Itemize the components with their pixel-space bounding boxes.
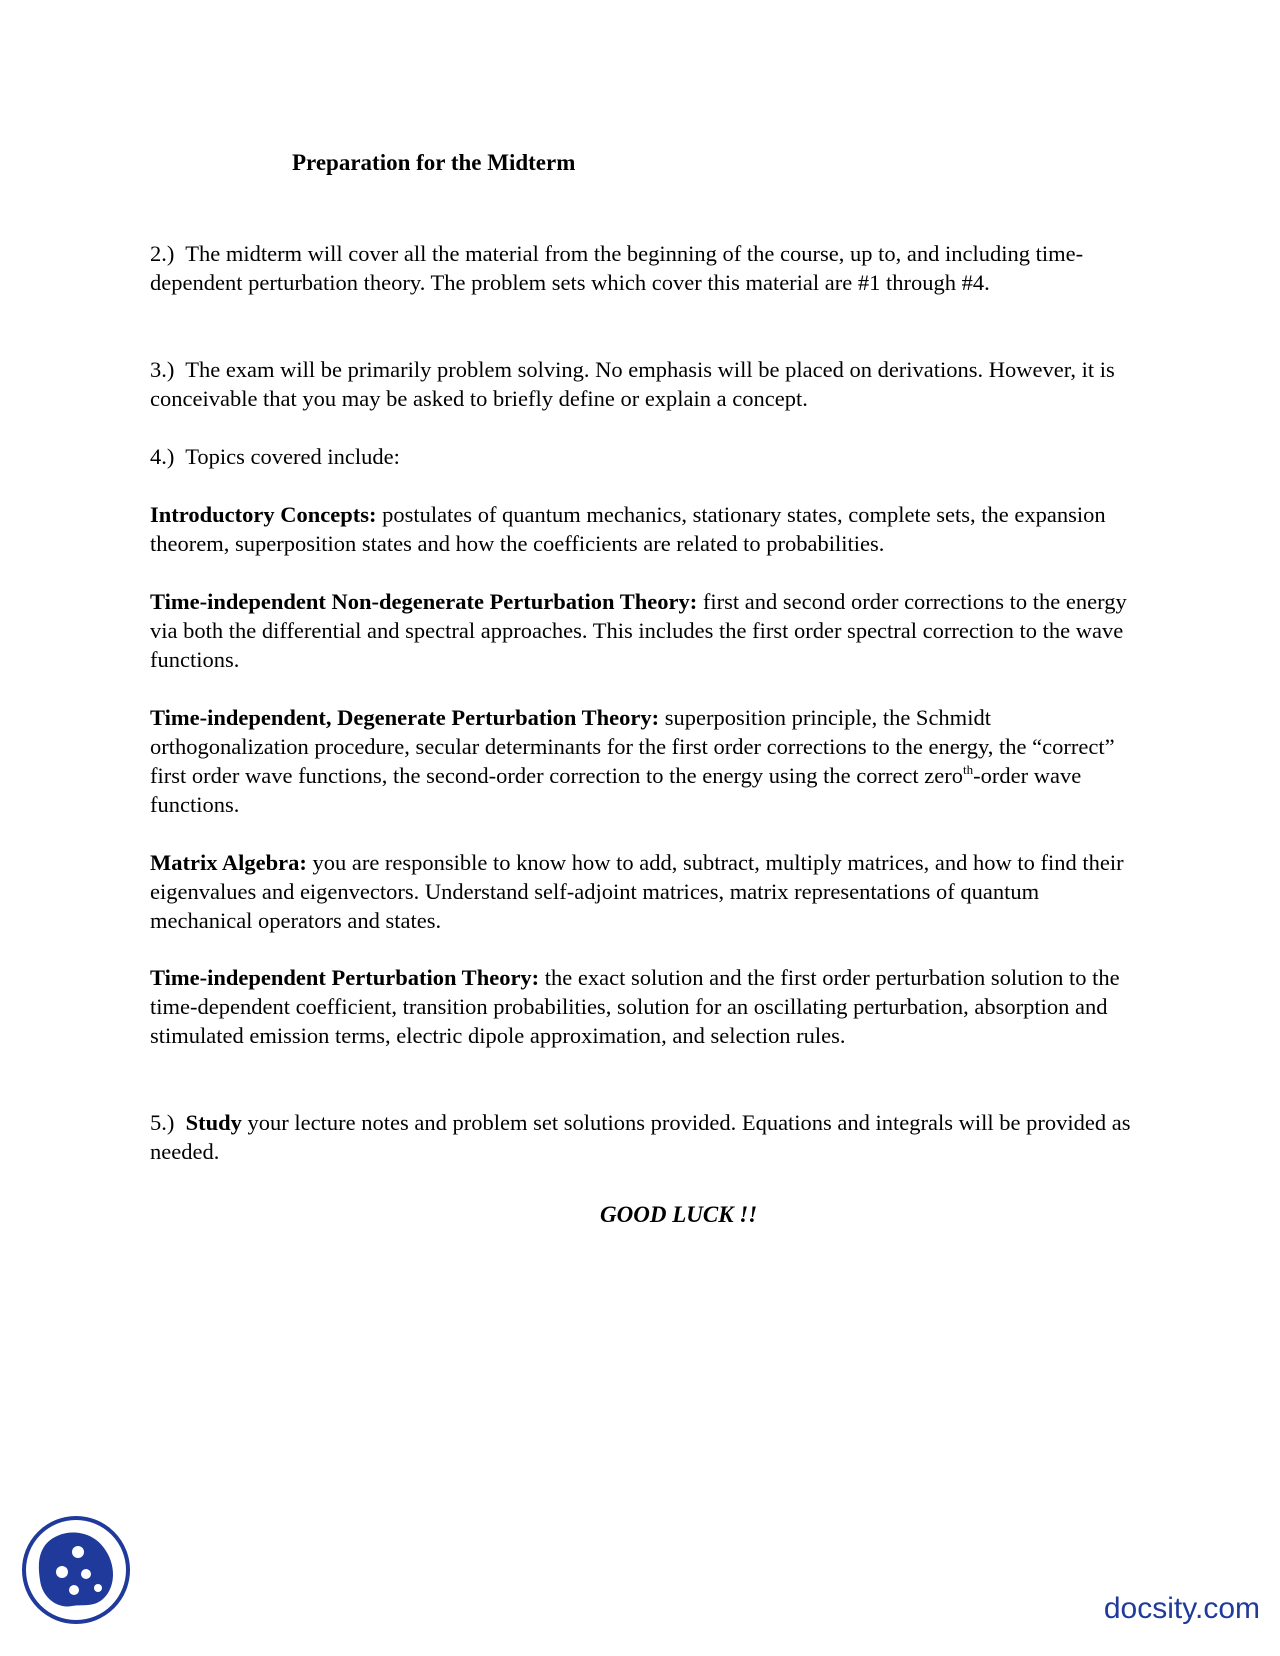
topic-body: superposition principle, the Schmidt orthogonalization procedure, secular determinants for the first order corrections to the energy, the “correct” first order wave functions, the second-order correction to the energy using the correct zero [150,705,1115,788]
topic-body-end: -order wave functions. [150,763,1082,817]
docsity-brand-link[interactable]: docsity.com [1103,1592,1260,1625]
item-5-paragraph [150,1108,1140,1166]
topic-nondegenerate-perturbation [150,587,1140,674]
item-2-paragraph [150,239,1140,297]
item-3-paragraph [150,355,1140,413]
topic-heading: Time-independent Non-degenerate Perturbation Theory: [150,589,698,614]
topic-heading: Matrix Algebra: [150,850,307,875]
docsity-logo-icon[interactable] [20,1514,132,1626]
closing-text: GOOD LUCK !! [600,1202,758,1227]
topic-degenerate-perturbation [150,703,1140,819]
item-3-number: 3.) [150,357,175,382]
topic-matrix-algebra [150,848,1140,935]
topic-body: you are responsible to know how to add, subtract, multiply matrices, and how to find their eigenvalues and eigenvectors. Understand self-adjoint matrices, matrix representations of quantum mechanical operators and states. [150,850,1124,933]
item-5-text: your lecture notes and problem set solutions provided. Equations and integrals will be provided as needed. [150,1110,1131,1164]
item-5-bold-word: Study [185,1110,242,1135]
topic-heading: Time-independent, Degenerate Perturbation Theory: [150,705,660,730]
topic-introductory-concepts [150,500,1140,558]
topic-body: first and second order corrections to the energy via both the differential and spectral approaches. This includes the first order spectral correction to the wave functions. [150,589,1127,672]
item-3-text: The exam will be primarily problem solving. No emphasis will be placed on derivations. However, it is conceivable that you may be asked to briefly define or explain a concept. [150,357,1115,411]
item-5-number: 5.) [150,1110,175,1135]
item-2-number: 2.) [150,241,175,266]
item-4-text: Topics covered include: [185,444,400,469]
item-4-paragraph [150,442,1140,471]
topic-heading: Time-independent Perturbation Theory: [150,965,540,990]
item-4-number: 4.) [150,444,175,469]
topic-body: the exact solution and the first order perturbation solution to the time-dependent coefficient, transition probabilities, solution for an oscillating perturbation, absorption and stimulated emission terms, electric dipole approximation, and selection rules. [150,965,1120,1048]
topic-body: postulates of quantum mechanics, stationary states, complete sets, the expansion theorem, superposition states and how the coefficients are related to probabilities. [150,502,1106,556]
ordinal-superscript: th [963,762,974,777]
topic-heading: Introductory Concepts: [150,502,377,527]
document-title: Preparation for the Midterm [292,150,576,175]
item-2-text: The midterm will cover all the material from the beginning of the course, up to, and including time-dependent perturbation theory. The problem sets which cover this material are #1 through #4. [150,241,1084,295]
topic-time-dependent-perturbation [150,963,1140,1050]
